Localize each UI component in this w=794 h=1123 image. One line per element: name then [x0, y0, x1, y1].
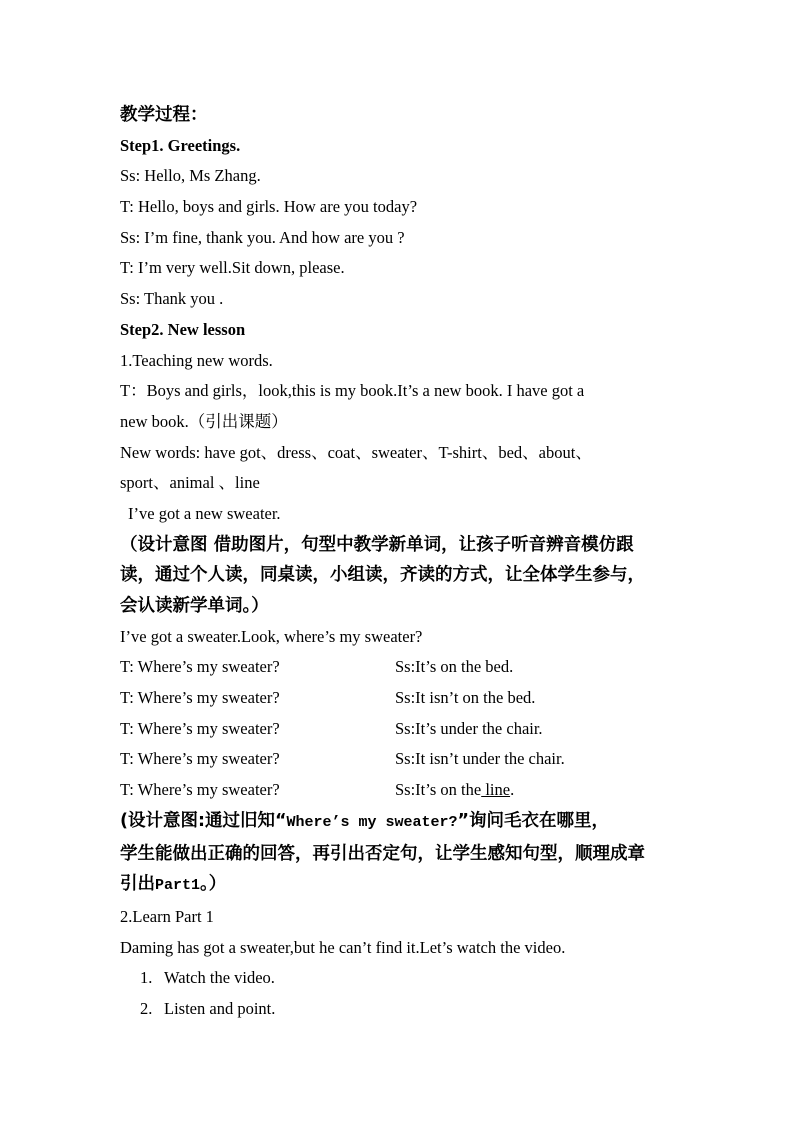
subsection-title: 2.Learn Part 1 — [120, 906, 214, 926]
dialogue-row — [120, 714, 690, 745]
numbered-list — [120, 963, 690, 1024]
example-sentence: I’ve got a new sweater. — [128, 503, 281, 523]
dialogue-question: T: Where’s my sweater? — [120, 688, 280, 708]
step1-title: Step1. Greetings. — [120, 135, 241, 155]
intro-note: （引出课题） — [188, 411, 288, 431]
note-text: 引出 — [120, 874, 155, 895]
design-note-line: 会认读新学单词。） — [120, 596, 269, 617]
note-code: Where’s my sweater? — [286, 813, 458, 831]
list-item — [120, 963, 690, 994]
greeting-line: Ss: Hello, Ms Zhang. — [120, 166, 261, 186]
dialogue-row — [120, 775, 690, 806]
dialogue-answer: Ss:It’s under the chair. — [395, 718, 543, 738]
intro-text: new book. — [120, 411, 189, 431]
step2-title: Step2. New lesson — [120, 319, 246, 339]
list-text: Watch the video. — [164, 968, 275, 988]
note-text: (设计意图:通过旧知“ — [120, 810, 287, 831]
dialogue-answer — [395, 775, 514, 806]
greeting-line: Ss: Thank you . — [120, 289, 224, 309]
look-line: I’ve got a sweater.Look, where’s my sweater? — [120, 626, 423, 646]
intro-line — [120, 407, 690, 438]
greeting-line: T: I’m very well.Sit down, please. — [120, 258, 345, 278]
answer-prefix: Ss:It’s on the — [395, 780, 482, 800]
note-text: ”询问毛衣在哪里， — [457, 810, 610, 831]
dialogue-question: T: Where’s my sweater? — [120, 749, 280, 769]
intro-line: T：Boys and girls，look,this is my book.It’s a new book. I have got a — [120, 381, 585, 401]
subsection-title: 1.Teaching new words. — [120, 350, 273, 370]
dialogue-row — [120, 652, 690, 683]
video-line: Daming has got a sweater,but he can’t find it.Let’s watch the video. — [120, 937, 566, 957]
design-note-line: 学生能做出正确的回答，再引出否定句，让学生感知句型，顺理成章 — [120, 843, 645, 864]
underlined-word: line — [481, 780, 511, 800]
list-text: Listen and point. — [164, 999, 276, 1019]
section-heading: 教学过程： — [120, 105, 208, 125]
list-item — [120, 994, 690, 1025]
dialogue-answer: Ss:It isn’t under the chair. — [395, 749, 565, 769]
design-note-line — [120, 869, 690, 902]
new-words-line: New words: have got、dress、coat、sweater、T-shirt、bed、about、 — [120, 442, 592, 462]
design-note-line — [120, 806, 690, 839]
greeting-line: T: Hello, boys and girls. How are you today? — [120, 197, 418, 217]
design-note-line: 读，通过个人读，同桌读，小组读，齐读的方式，让全体学生参与， — [120, 565, 645, 586]
dialogue-row — [120, 744, 690, 775]
list-number: 2. — [140, 999, 153, 1019]
list-number: 1. — [140, 968, 153, 988]
dialogue-answer: Ss:It’s on the bed. — [395, 657, 514, 677]
note-text: 。） — [200, 874, 227, 895]
document-page — [120, 100, 690, 1025]
dialogue-row — [120, 683, 690, 714]
dialogue-answer: Ss:It isn’t on the bed. — [395, 688, 536, 708]
design-note-line: （设计意图 借助图片，句型中教学新单词，让孩子听音辨音模仿跟 — [120, 534, 634, 555]
greeting-line: Ss: I’m fine, thank you. And how are you ? — [120, 227, 405, 247]
new-words-line: sport、animal 、line — [120, 473, 260, 493]
answer-suffix: . — [510, 780, 515, 800]
dialogue-question: T: Where’s my sweater? — [120, 718, 280, 738]
dialogue-question: T: Where’s my sweater? — [120, 657, 280, 677]
dialogue-question: T: Where’s my sweater? — [120, 780, 280, 800]
note-code: Part1 — [155, 877, 201, 895]
